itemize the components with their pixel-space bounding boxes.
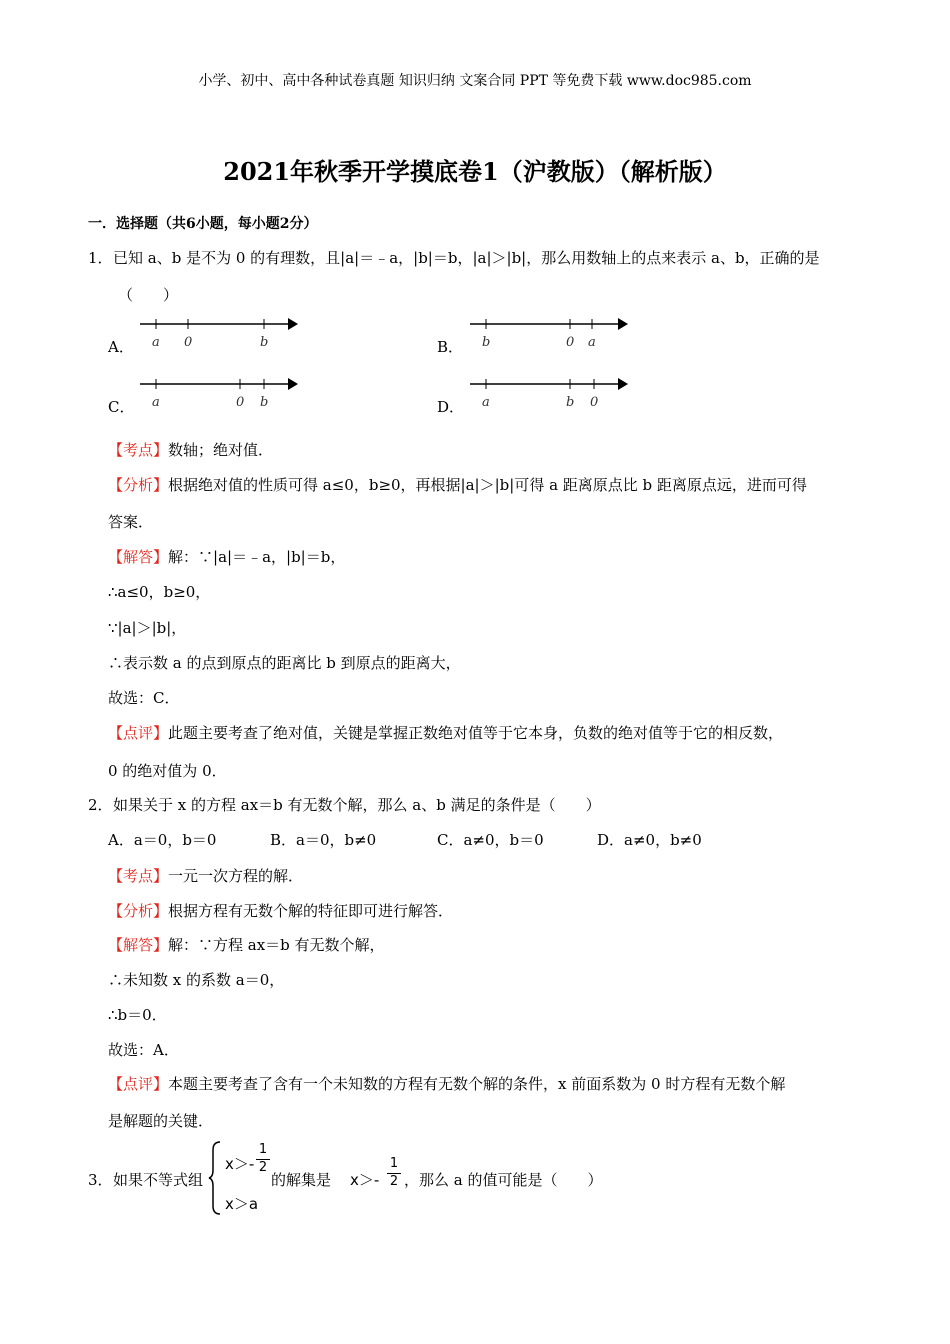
q1-d-label-2: b bbox=[566, 395, 575, 410]
q3-solution: x＞- bbox=[350, 1171, 380, 1189]
q1-fenxi: 【分析】根据绝对值的性质可得 a≤0，b≥0，再根据|a|＞|b|可得 a 距离原点比 b 距离原点远，进而可得 bbox=[108, 476, 807, 494]
q3-ineq2: x＞a bbox=[225, 1195, 259, 1213]
kaodian-tag: 【考点】 bbox=[108, 441, 169, 459]
q1-d-label-3: 0 bbox=[590, 395, 599, 410]
q2-jieda-line2: ∴未知数 x 的系数 a＝0， bbox=[108, 971, 285, 989]
q2-jieda: 【解答】解：∵方程 ax＝b 有无数个解， bbox=[108, 936, 385, 954]
q1-dianping: 【点评】此题主要考查了绝对值，关键是掌握正数绝对值等于它本身，负数的绝对值等于它的相反数， bbox=[108, 724, 784, 742]
q1-jieda-line4: ∴表示数 a 的点到原点的距离比 b 到原点的距离大， bbox=[108, 654, 461, 672]
q1-option-a-key: A． bbox=[108, 338, 134, 356]
q1-a-label-2: 0 bbox=[184, 335, 193, 350]
q1-c-label-1: a bbox=[152, 395, 160, 410]
q1-number: 1． bbox=[88, 249, 113, 267]
q1-option-d-key: D． bbox=[437, 398, 465, 416]
q3-ineq1: x＞- bbox=[225, 1155, 255, 1173]
jieda-tag: 【解答】 bbox=[108, 936, 169, 954]
q2-option-c: C．a≠0，b＝0 bbox=[437, 831, 544, 849]
q1-answer: 故选：C． bbox=[108, 689, 180, 707]
q1-paren: （ ） bbox=[118, 286, 179, 304]
q2-answer: 故选：A． bbox=[108, 1041, 179, 1059]
q1-jieda-line2: ∴a≤0，b≥0， bbox=[108, 583, 211, 601]
q3-pre: 如果不等式组 bbox=[113, 1171, 204, 1189]
q1-option-c-numberline bbox=[138, 374, 303, 410]
q1-a-label-1: a bbox=[152, 335, 160, 350]
dianping-tag: 【点评】 bbox=[108, 724, 169, 742]
q1-option-c-key: C． bbox=[108, 398, 135, 416]
q3-frac1-den: 2 bbox=[258, 1160, 268, 1175]
left-brace-icon bbox=[208, 1140, 222, 1216]
q2-number: 2． bbox=[88, 796, 113, 814]
q1-stem: 已知 a、b 是不为 0 的有理数，且|a|＝﹣a，|b|＝b，|a|＞|b|，那么用数轴上的点来表示 a、b，正确的是 bbox=[113, 249, 820, 267]
q1-a-label-3: b bbox=[260, 335, 269, 350]
q2-kaodian: 【考点】一元一次方程的解． bbox=[108, 867, 304, 885]
q3-frac1-num: 1 bbox=[258, 1142, 268, 1157]
q1-kaodian: 【考点】数轴；绝对值． bbox=[108, 441, 274, 459]
q1-option-a-numberline bbox=[138, 314, 303, 350]
q2-option-d: D．a≠0，b≠0 bbox=[597, 831, 702, 849]
q1-b-label-2: 0 bbox=[566, 335, 575, 350]
fenxi-tag: 【分析】 bbox=[108, 476, 169, 494]
q1-jieda-line3: ∵|a|＞|b|， bbox=[108, 619, 187, 637]
q1-c-label-3: b bbox=[260, 395, 269, 410]
page-title: 2021年秋季开学摸底卷1（沪教版）（解析版） bbox=[223, 157, 727, 186]
q1-d-label-1: a bbox=[482, 395, 490, 410]
fenxi-tag: 【分析】 bbox=[108, 902, 169, 920]
q3-frac2-den: 2 bbox=[389, 1174, 399, 1189]
q3-frac2-num: 1 bbox=[389, 1156, 399, 1171]
q2-dianping-cont: 是解题的关键． bbox=[108, 1112, 214, 1130]
q3-number: 3． bbox=[88, 1171, 113, 1189]
q2-jieda-line3: ∴b＝0． bbox=[108, 1006, 167, 1024]
q1-option-b-numberline bbox=[468, 314, 633, 350]
q1-dianping-cont: 0 的绝对值为 0． bbox=[108, 762, 227, 780]
q2-option-b: B．a＝0，b≠0 bbox=[270, 831, 377, 849]
q1-c-label-2: 0 bbox=[236, 395, 245, 410]
q1-b-label-3: a bbox=[588, 335, 596, 350]
dianping-tag: 【点评】 bbox=[108, 1075, 169, 1093]
kaodian-tag: 【考点】 bbox=[108, 867, 169, 885]
q1-b-label-1: b bbox=[482, 335, 491, 350]
q1-fenxi-cont: 答案． bbox=[108, 513, 154, 531]
jieda-tag: 【解答】 bbox=[108, 548, 169, 566]
q2-stem: 如果关于 x 的方程 ax＝b 有无数个解，那么 a、b 满足的条件是（ ） bbox=[113, 796, 601, 814]
q1-option-b-key: B． bbox=[437, 338, 464, 356]
page-header: 小学、初中、高中各种试卷真题 知识归纳 文案合同 PPT 等免费下载 www.doc985.com bbox=[198, 73, 752, 89]
section-heading: 一．选择题（共6小题，每小题2分） bbox=[88, 216, 318, 232]
q1-option-d-numberline bbox=[468, 374, 633, 410]
q3-mid: 的解集是 bbox=[271, 1171, 332, 1189]
q2-fenxi: 【分析】根据方程有无数个解的特征即可进行解答． bbox=[108, 902, 454, 920]
q2-dianping: 【点评】本题主要考查了含有一个未知数的方程有无数个解的条件，x 前面系数为 0 时方程有无数个解 bbox=[108, 1075, 786, 1093]
q2-option-a: A．a＝0，b＝0 bbox=[108, 831, 217, 849]
q3-post: ，那么 a 的值可能是（ ） bbox=[404, 1171, 603, 1189]
q1-jieda: 【解答】解：∵|a|＝﹣a，|b|＝b， bbox=[108, 548, 346, 566]
